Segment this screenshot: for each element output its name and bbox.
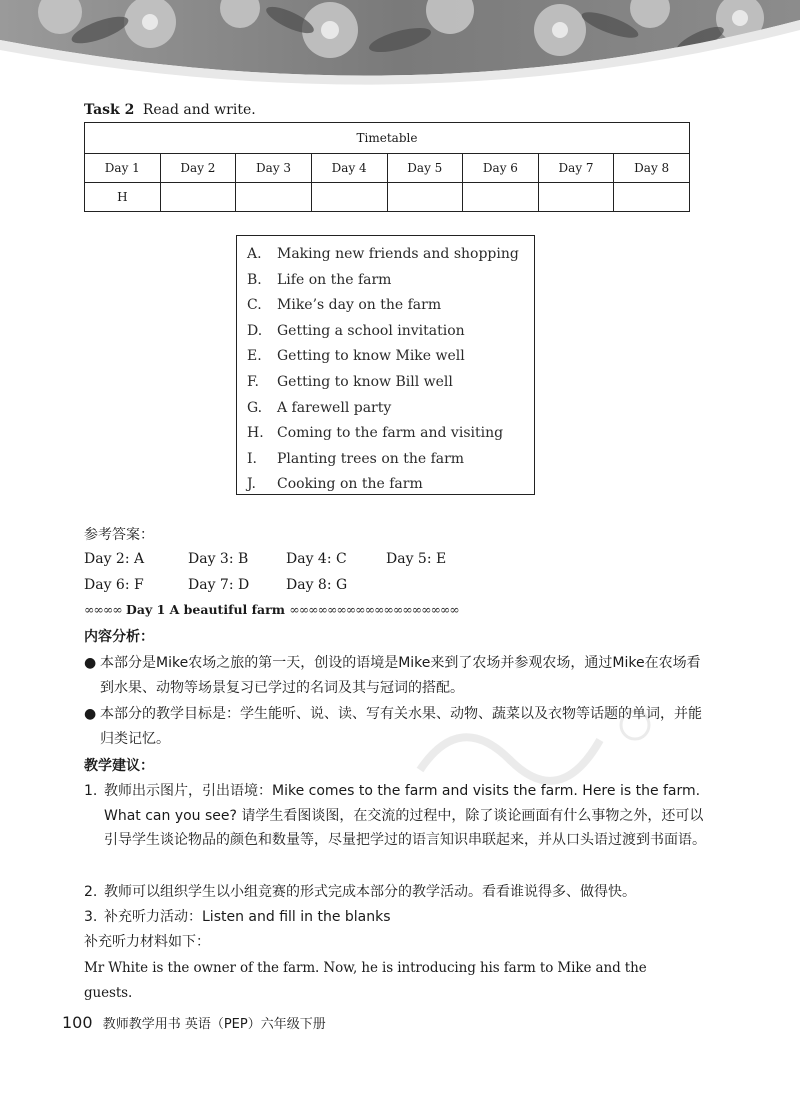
item-number: 1. xyxy=(84,783,98,799)
answer-cell xyxy=(311,183,387,212)
material-heading: 补充听力材料如下： xyxy=(84,934,210,950)
option-letter: J. xyxy=(247,476,256,493)
answer-key-item: Day 8: G xyxy=(286,577,348,593)
day-cell: Day 7 xyxy=(538,154,614,183)
answer-key-item: Day 3: B xyxy=(188,551,249,567)
teaching-item xyxy=(84,905,716,930)
task-heading xyxy=(84,102,256,118)
option-text: Life on the farm xyxy=(277,271,392,288)
item-text: 教师可以组织学生以小组竞赛的形式完成本部分的教学活动。看看谁说得多、做得快。 xyxy=(104,884,636,900)
option-item xyxy=(237,319,534,345)
bullet-icon: ● xyxy=(84,706,97,722)
timetable-caption: Timetable xyxy=(85,123,690,154)
item-number: 3. xyxy=(84,909,98,925)
teaching-heading: 教学建议： xyxy=(84,758,154,774)
option-letter: F. xyxy=(247,373,259,390)
day-cell: Day 2 xyxy=(160,154,236,183)
option-item xyxy=(237,421,534,447)
options-box xyxy=(236,235,535,495)
page-footer xyxy=(62,1013,326,1032)
answer-cell: H xyxy=(85,183,161,212)
option-text: Planting trees on the farm xyxy=(277,450,465,467)
day-cell: Day 6 xyxy=(463,154,539,183)
day-cell: Day 4 xyxy=(311,154,387,183)
option-letter: I. xyxy=(247,450,257,467)
answer-key-heading: 参考答案： xyxy=(84,527,154,543)
floral-banner-image xyxy=(0,0,800,95)
day-cell: Day 5 xyxy=(387,154,463,183)
task-label: Task 2 xyxy=(84,102,135,118)
decorative-dashes: ∞∞∞∞∞∞∞∞∞∞∞∞∞∞∞∞∞∞ xyxy=(289,602,459,617)
option-text: Cooking on the farm xyxy=(277,476,423,493)
answer-cell xyxy=(387,183,463,212)
answer-key-item: Day 5: E xyxy=(386,551,447,567)
answer-cell xyxy=(160,183,236,212)
task-instruction: Read and write. xyxy=(142,102,256,118)
page-number: 100 xyxy=(62,1013,93,1032)
option-letter: E. xyxy=(247,348,262,365)
option-letter: G. xyxy=(247,399,263,416)
header-banner xyxy=(0,0,800,95)
bullet-text: 本部分是Mike农场之旅的第一天，创设的语境是Mike来到了农场并参观农场，通过Mike在农场看到水果、动物等场景复习已学过的名词及其与冠词的搭配。 xyxy=(100,655,701,696)
item-text: 教师出示图片，引出语境：Mike comes to the farm and visits the farm. Here is the farm. What can you see? 请学生看图谈图，在交流的过程中，除了谈论画面有什么事物之外，还可以引导学生谈论物品的颜色和数量等，尽量把学过的语言知识串联起来，并从口头语过渡到书面语。 xyxy=(104,783,706,848)
answer-key-item: Day 4: C xyxy=(286,551,347,567)
option-text: A farewell party xyxy=(277,399,392,416)
section-title-text: Day 1 A beautiful farm xyxy=(126,602,285,617)
option-item xyxy=(237,370,534,396)
option-letter: B. xyxy=(247,271,262,288)
option-item xyxy=(237,293,534,319)
option-item xyxy=(237,344,534,370)
option-item xyxy=(237,268,534,294)
option-text: Getting a school invitation xyxy=(277,322,465,339)
answer-key-item: Day 6: F xyxy=(84,577,144,593)
section-title xyxy=(84,602,459,617)
answer-key-item: Day 7: D xyxy=(188,577,250,593)
decorative-dashes: ∞∞∞∞ xyxy=(84,602,122,617)
option-item xyxy=(237,242,534,268)
teaching-item xyxy=(84,779,716,853)
watermark-logo xyxy=(400,700,660,790)
day-cell: Day 3 xyxy=(236,154,312,183)
option-letter: A. xyxy=(247,246,262,262)
answer-cell xyxy=(236,183,312,212)
option-text: Coming to the farm and visiting xyxy=(277,425,504,442)
option-item xyxy=(237,447,534,473)
answer-cell xyxy=(538,183,614,212)
timetable xyxy=(84,122,690,212)
timetable-answer-row xyxy=(85,183,690,212)
answer-key-item: Day 2: A xyxy=(84,551,145,567)
option-text: Making new friends and shopping xyxy=(277,246,519,262)
item-number: 2. xyxy=(84,884,98,900)
option-item xyxy=(237,396,534,422)
option-text: Getting to know Mike well xyxy=(277,348,465,365)
timetable-day-row xyxy=(85,154,690,183)
day-cell: Day 1 xyxy=(85,154,161,183)
option-item xyxy=(237,472,534,498)
option-text: Getting to know Bill well xyxy=(277,373,453,390)
day-cell: Day 8 xyxy=(614,154,690,183)
answer-cell xyxy=(463,183,539,212)
bullet-text: 本部分的教学目标是：学生能听、说、读、写有关水果、动物、蔬菜以及衣物等话题的单词，并能归类记忆。 xyxy=(100,706,702,747)
material-text: Mr White is the owner of the farm. Now, he is introducing his farm to Mike and the guests. xyxy=(84,960,647,1001)
option-letter: D. xyxy=(247,322,263,339)
item-text: 补充听力活动：Listen and fill in the blanks xyxy=(104,909,391,925)
option-letter: C. xyxy=(247,297,262,314)
option-text: Mike’s day on the farm xyxy=(277,297,442,314)
bullet-item xyxy=(84,651,712,700)
teaching-item xyxy=(84,880,716,905)
option-letter: H. xyxy=(247,425,264,442)
content-analysis-heading: 内容分析： xyxy=(84,629,154,645)
footer-text: 教师教学用书 英语（PEP）六年级下册 xyxy=(102,1017,326,1032)
answer-cell xyxy=(614,183,690,212)
bullet-icon: ● xyxy=(84,655,97,671)
